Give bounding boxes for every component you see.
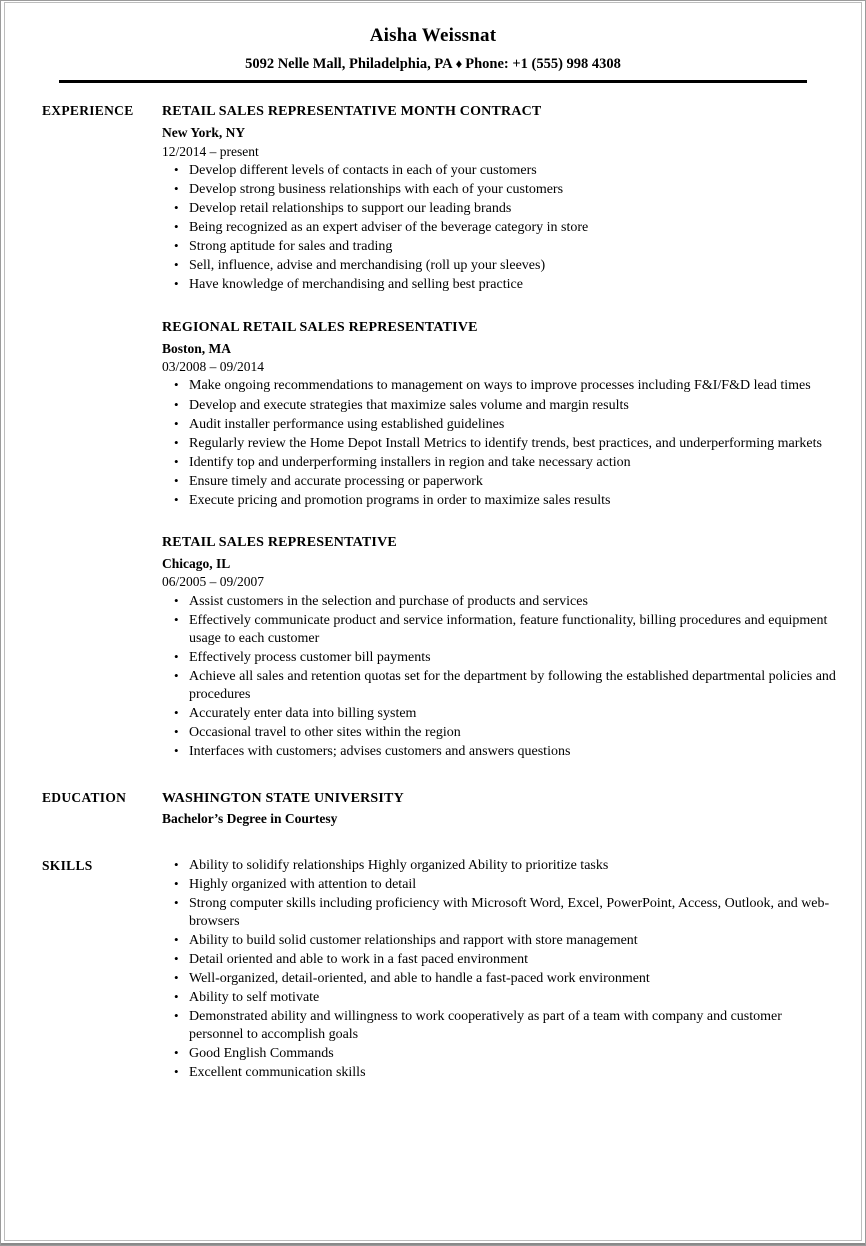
list-item: • Accurately enter data into billing system: [162, 705, 839, 723]
header-divider-rule: [59, 80, 807, 83]
list-item: • Identify top and underperforming installers in region and take necessary action: [162, 454, 839, 472]
list-item: • Detail oriented and able to work in a fast paced environment: [162, 951, 839, 969]
education-degree: Bachelor’s Degree in Courtesy: [162, 811, 338, 827]
experience-job: [162, 103, 839, 294]
job-location: New York, NY: [162, 125, 246, 141]
section-label-skills: SKILLS: [42, 857, 93, 873]
job-dates: 12/2014 – present: [162, 143, 259, 159]
skills-section: [5, 857, 861, 1084]
list-item: • Develop different levels of contacts in each of your customers: [162, 162, 839, 180]
list-item: • Strong computer skills including proficiency with Microsoft Word, Excel, PowerPoint, Access, Outlook, and web-browsers: [162, 895, 839, 931]
list-item: • Make ongoing recommendations to management on ways to improve processes including F&I/F&D lead times: [162, 377, 839, 395]
job-title: RETAIL SALES REPRESENTATIVE: [162, 534, 397, 550]
education-school: WASHINGTON STATE UNIVERSITY: [162, 791, 404, 807]
section-label-education: EDUCATION: [42, 790, 127, 806]
page-inner-border: [4, 2, 862, 1241]
job-title: RETAIL SALES REPRESENTATIVE MONTH CONTRACT: [162, 104, 542, 120]
list-item: • Ensure timely and accurate processing or paperwork: [162, 473, 839, 491]
contact-address: 5092 Nelle Mall, Philadelphia, PA: [245, 55, 453, 72]
experience-job: [162, 534, 839, 761]
job-bullet-list: [162, 162, 839, 294]
candidate-name: Aisha Weissnat: [369, 25, 497, 46]
job-bullet-list: [162, 377, 839, 509]
list-item: • Effectively process customer bill payments: [162, 649, 839, 667]
list-item: • Develop and execute strategies that maximize sales volume and margin results: [162, 397, 839, 415]
list-item: • Highly organized with attention to detail: [162, 876, 839, 894]
list-item: • Ability to self motivate: [162, 989, 839, 1007]
job-title: REGIONAL RETAIL SALES REPRESENTATIVE: [162, 319, 478, 335]
list-item: • Demonstrated ability and willingness to work cooperatively as part of a team with company and customer personnel to accomplish goals: [162, 1008, 839, 1044]
experience-section: [5, 103, 861, 762]
education-section: [5, 790, 861, 828]
page-bottom-rule: [1, 1243, 865, 1245]
resume-content: [5, 3, 861, 1240]
list-item: • Develop retail relationships to support our leading brands: [162, 200, 839, 218]
skills-body: [162, 857, 861, 1084]
list-item: • Interfaces with customers; advises customers and answers questions: [162, 743, 839, 761]
list-item: • Develop strong business relationships with each of your customers: [162, 181, 839, 199]
list-item: • Assist customers in the selection and purchase of products and services: [162, 593, 839, 611]
list-item: • Well-organized, detail-oriented, and able to handle a fast-paced work environment: [162, 970, 839, 988]
list-item: • Audit installer performance using established guidelines: [162, 416, 839, 434]
contact-phone: Phone: +1 (555) 998 4308: [465, 55, 621, 72]
list-item: • Ability to solidify relationships Highly organized Ability to prioritize tasks: [162, 857, 839, 875]
list-item: • Execute pricing and promotion programs in order to maximize sales results: [162, 492, 839, 510]
skills-bullet-list: [162, 857, 839, 1083]
education-body: [162, 790, 861, 828]
experience-job: [162, 319, 839, 510]
job-dates: 06/2005 – 09/2007: [162, 574, 265, 590]
job-bullet-list: [162, 593, 839, 761]
diamond-separator-icon: ♦: [455, 55, 463, 71]
list-item: • Excellent communication skills: [162, 1064, 839, 1082]
contact-line: [5, 56, 861, 73]
job-location: Boston, MA: [162, 340, 232, 356]
list-item: • Regularly review the Home Depot Install Metrics to identify trends, best practices, and underperforming markets: [162, 435, 839, 453]
list-item: • Sell, influence, advise and merchandising (roll up your sleeves): [162, 257, 839, 275]
job-location: Chicago, IL: [162, 555, 231, 571]
list-item: • Occasional travel to other sites within the region: [162, 724, 839, 742]
list-item: • Being recognized as an expert adviser of the beverage category in store: [162, 219, 839, 237]
list-item: • Achieve all sales and retention quotas set for the department by following the established departmental policies and procedures: [162, 668, 839, 704]
experience-body: [162, 103, 861, 762]
list-item: • Strong aptitude for sales and trading: [162, 238, 839, 256]
job-dates: 03/2008 – 09/2014: [162, 358, 265, 374]
list-item: • Effectively communicate product and service information, feature functionality, billing procedures and equipment usage to each customer: [162, 612, 839, 648]
list-item: • Ability to build solid customer relationships and rapport with store management: [162, 932, 839, 950]
list-item: • Have knowledge of merchandising and selling best practice: [162, 276, 839, 294]
list-item: • Good English Commands: [162, 1045, 839, 1063]
resume-header: [5, 3, 861, 83]
section-label-experience: EXPERIENCE: [42, 103, 134, 119]
